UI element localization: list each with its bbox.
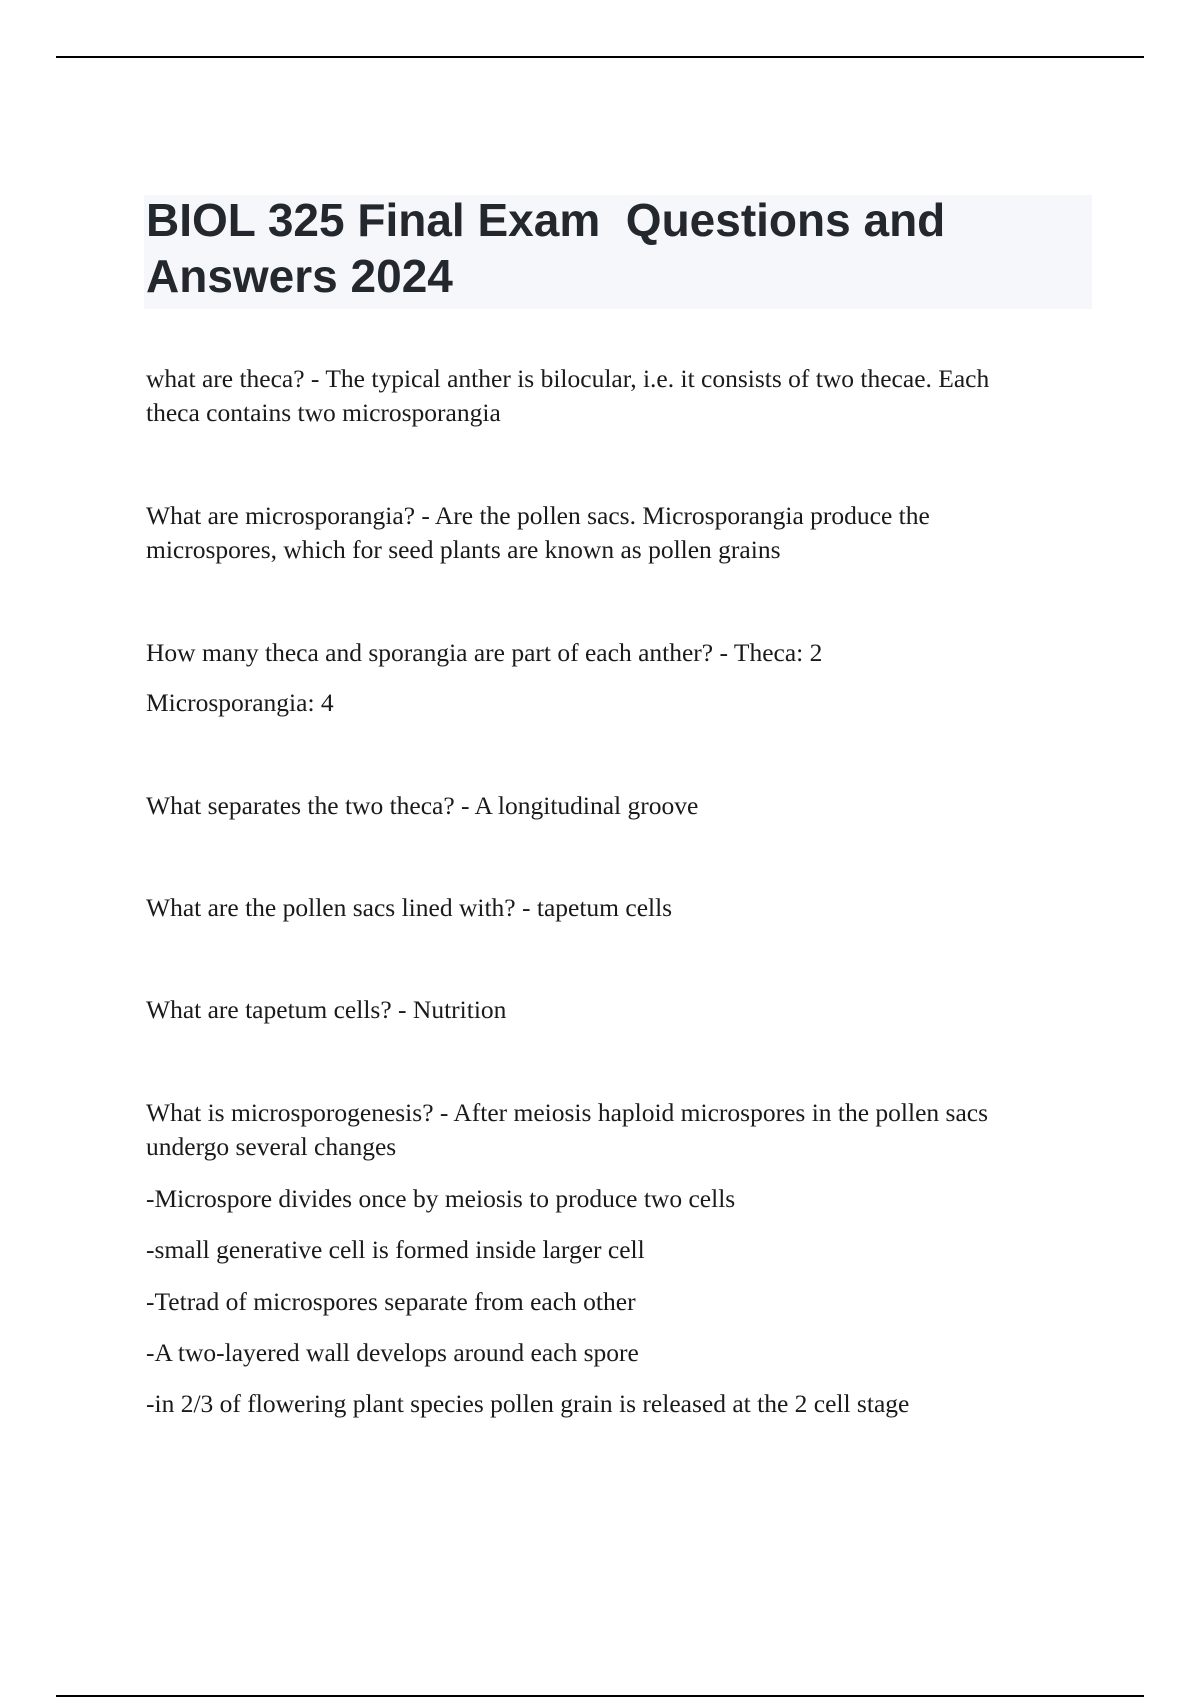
qa-line: What is microsporogenesis? - After meiosis haploid microspores in the pollen sacs bbox=[146, 1098, 989, 1127]
qa-line: -small generative cell is formed inside larger cell bbox=[146, 1235, 645, 1264]
qa-line: -Tetrad of microspores separate from each other bbox=[146, 1287, 636, 1316]
qa-line: What are tapetum cells? - Nutrition bbox=[146, 995, 507, 1024]
qa-line: microspores, which for seed plants are known as pollen grains bbox=[146, 535, 781, 564]
qa-line: what are theca? - The typical anther is bilocular, i.e. it consists of two thecae. Each bbox=[146, 364, 990, 393]
qa-line: -in 2/3 of flowering plant species pollen grain is released at the 2 cell stage bbox=[146, 1389, 910, 1418]
qa-line: How many theca and sporangia are part of each anther? - Theca: 2 bbox=[146, 638, 823, 667]
qa-line: What separates the two theca? - A longitudinal groove bbox=[146, 791, 699, 820]
bottom-rule bbox=[56, 1695, 1144, 1697]
qa-line: What are microsporangia? - Are the pollen sacs. Microsporangia produce the bbox=[146, 501, 930, 530]
qa-line: -Microspore divides once by meiosis to produce two cells bbox=[146, 1184, 736, 1213]
qa-line: What are the pollen sacs lined with? - tapetum cells bbox=[146, 893, 673, 922]
qa-line: undergo several changes bbox=[146, 1132, 397, 1161]
qa-line: theca contains two microsporangia bbox=[146, 398, 501, 427]
qa-line: -A two-layered wall develops around each spore bbox=[146, 1338, 639, 1367]
qa-line: Microsporangia: 4 bbox=[146, 688, 334, 717]
top-rule bbox=[56, 56, 1144, 58]
page-title: BIOL 325 Final Exam Questions and Answers 2024 bbox=[146, 194, 946, 302]
